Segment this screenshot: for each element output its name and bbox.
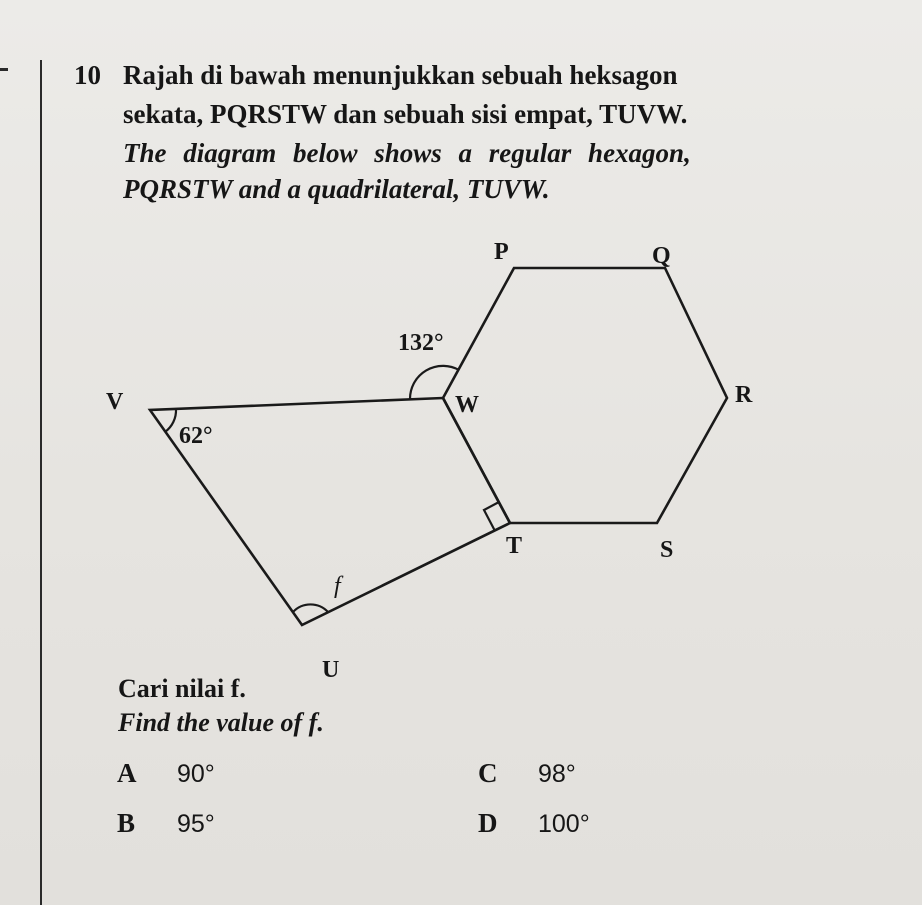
vertex-label-v: V	[106, 389, 124, 415]
vertex-label-s: S	[660, 537, 674, 563]
vertex-label-u: U	[322, 657, 340, 683]
option-a-value: 90°	[177, 760, 215, 788]
angle-arc-v	[165, 409, 176, 432]
question-number: 10	[74, 60, 101, 90]
option-d-letter: D	[478, 808, 498, 838]
hexagon-pqrstw	[443, 268, 727, 523]
option-a[interactable]	[117, 758, 215, 789]
prompt-english: Find the value of f.	[118, 708, 324, 737]
angle-label-u: f	[334, 573, 341, 599]
option-b-value: 95°	[177, 810, 215, 838]
option-c-letter: C	[478, 758, 498, 788]
vertex-label-w: W	[455, 392, 479, 418]
vertex-label-r: R	[735, 382, 753, 408]
option-b[interactable]	[117, 808, 215, 839]
angle-label-v: 62°	[179, 423, 213, 449]
option-c[interactable]	[478, 758, 576, 789]
angle-label-w: 132°	[398, 330, 444, 356]
option-a-letter: A	[117, 758, 137, 788]
angle-arc-u	[293, 604, 328, 612]
question-stem-english-line-2: PQRSTW and a quadrilateral, TUVW.	[123, 174, 550, 204]
vertex-label-p: P	[494, 239, 509, 265]
vertex-label-t: T	[506, 533, 523, 559]
vertex-label-q: Q	[652, 243, 671, 269]
question-stem-malay-line-1: Rajah di bawah menunjukkan sebuah heksagon	[123, 60, 678, 90]
question-stem-malay-line-2: sekata, PQRSTW dan sebuah sisi empat, TUVW.	[123, 99, 688, 129]
right-angle-marker-t	[484, 502, 499, 531]
prompt-malay: Cari nilai f.	[118, 674, 246, 703]
option-c-value: 98°	[538, 760, 576, 788]
option-b-letter: B	[117, 808, 136, 838]
option-d[interactable]	[478, 808, 590, 839]
option-d-value: 100°	[538, 810, 590, 838]
question-stem-english-line-1: The diagram below shows a regular hexagon,	[123, 138, 691, 168]
